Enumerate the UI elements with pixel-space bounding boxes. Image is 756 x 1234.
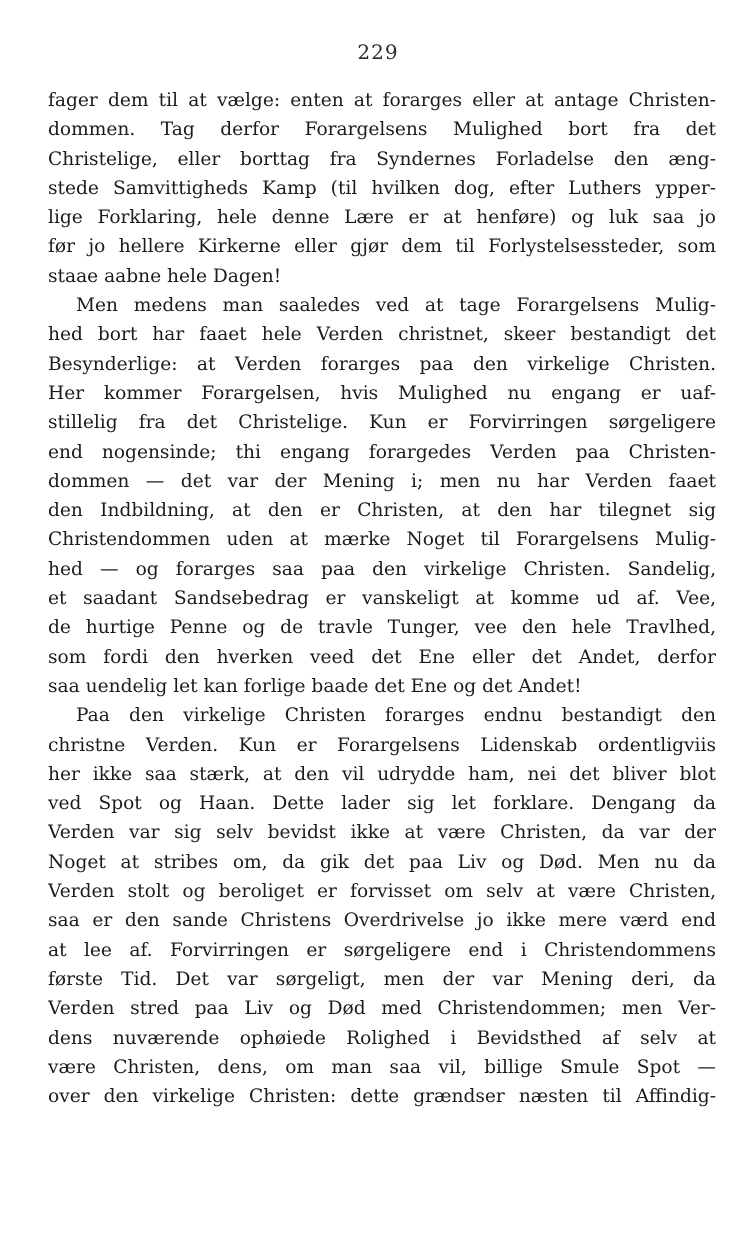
text-line: den Indbildning, at den er Christen, at den har tilegnet sig: [48, 500, 716, 522]
text-line: staae aabne hele Dagen!: [48, 265, 282, 287]
text-line: et saadant Sandsebedrag er vanskeligt at komme ud af. Vee,: [48, 588, 716, 610]
text-line: første Tid. Det var sørgeligt, men der var Mening deri, da: [48, 968, 716, 990]
text-line: saa er den sande Christens Overdrivelse jo ikke mere værd end: [48, 910, 716, 932]
text-line: her ikke saa stærk, at den vil udrydde ham, nei det bliver blot: [48, 763, 716, 785]
text-line: Men medens man saaledes ved at tage Forargelsens Mulig-: [76, 295, 716, 317]
text-line: Verden stolt og beroliget er forvisset om selv at være Christen,: [48, 881, 716, 903]
text-line: dommen — det var der Mening i; men nu har Verden faaet: [48, 470, 716, 492]
text-line: Christelige, eller borttag fra Syndernes Forladelse den æng-: [48, 148, 716, 170]
text-line: før jo hellere Kirkerne eller gjør dem til Forlystelsessteder, som: [48, 236, 716, 258]
text-line: være Christen, dens, om man saa vil, billige Smule Spot —: [48, 1056, 716, 1078]
text-line: dens nuværende ophøiede Rolighed i Bevidsthed af selv at: [48, 1027, 716, 1049]
text-line: Verden stred paa Liv og Død med Christendommen; men Ver-: [48, 998, 716, 1020]
text-line: Christendommen uden at mærke Noget til Forargelsens Mulig-: [48, 529, 716, 551]
text-line: hed — og forarges saa paa den virkelige Christen. Sandelig,: [48, 558, 716, 580]
body-text: [48, 86, 716, 1111]
text-line: stillelig fra det Christelige. Kun er Forvirringen sørgeligere: [48, 412, 716, 434]
text-line: stede Samvittigheds Kamp (til hvilken dog, efter Luthers ypper-: [48, 177, 716, 199]
text-line: over den virkelige Christen: dette grændser næsten til Affindig-: [48, 1086, 716, 1108]
text-line: Paa den virkelige Christen forarges endnu bestandigt den: [76, 705, 716, 727]
text-line: ved Spot og Haan. Dette lader sig let forklare. Dengang da: [48, 793, 716, 815]
text-line: lige Forklaring, hele denne Lære er at henføre) og luk saa jo: [48, 207, 716, 229]
text-line: Besynderlige: at Verden forarges paa den virkelige Christen.: [48, 353, 716, 375]
text-line: dommen. Tag derfor Forargelsens Mulighed bort fra det: [48, 119, 716, 141]
text-line: Her kommer Forargelsen, hvis Mulighed nu engang er uaf-: [48, 382, 716, 404]
text-line: Verden var sig selv bevidst ikke at være Christen, da var der: [48, 822, 716, 844]
text-line: Noget at stribes om, da gik det paa Liv og Død. Men nu da: [48, 851, 716, 873]
text-line: saa uendelig let kan forlige baade det Ene og det Andet!: [48, 675, 582, 697]
text-line: at lee af. Forvirringen er sørgeligere end i Christendommens: [48, 939, 716, 961]
text-line: fager dem til at vælge: enten at forarges eller at antage Christen-: [48, 90, 716, 111]
text-line: hed bort har faaet hele Verden christnet, skeer bestandigt det: [48, 324, 716, 346]
text-line: som fordi den hverken veed det Ene eller det Andet, derfor: [48, 646, 716, 668]
text-line: de hurtige Penne og de travle Tunger, vee den hele Travlhed,: [48, 617, 716, 639]
text-line: end nogensinde; thi engang forargedes Verden paa Christen-: [48, 441, 716, 463]
page-number: 229: [357, 40, 399, 64]
text-line: christne Verden. Kun er Forargelsens Lidenskab ordentligviis: [48, 734, 716, 756]
